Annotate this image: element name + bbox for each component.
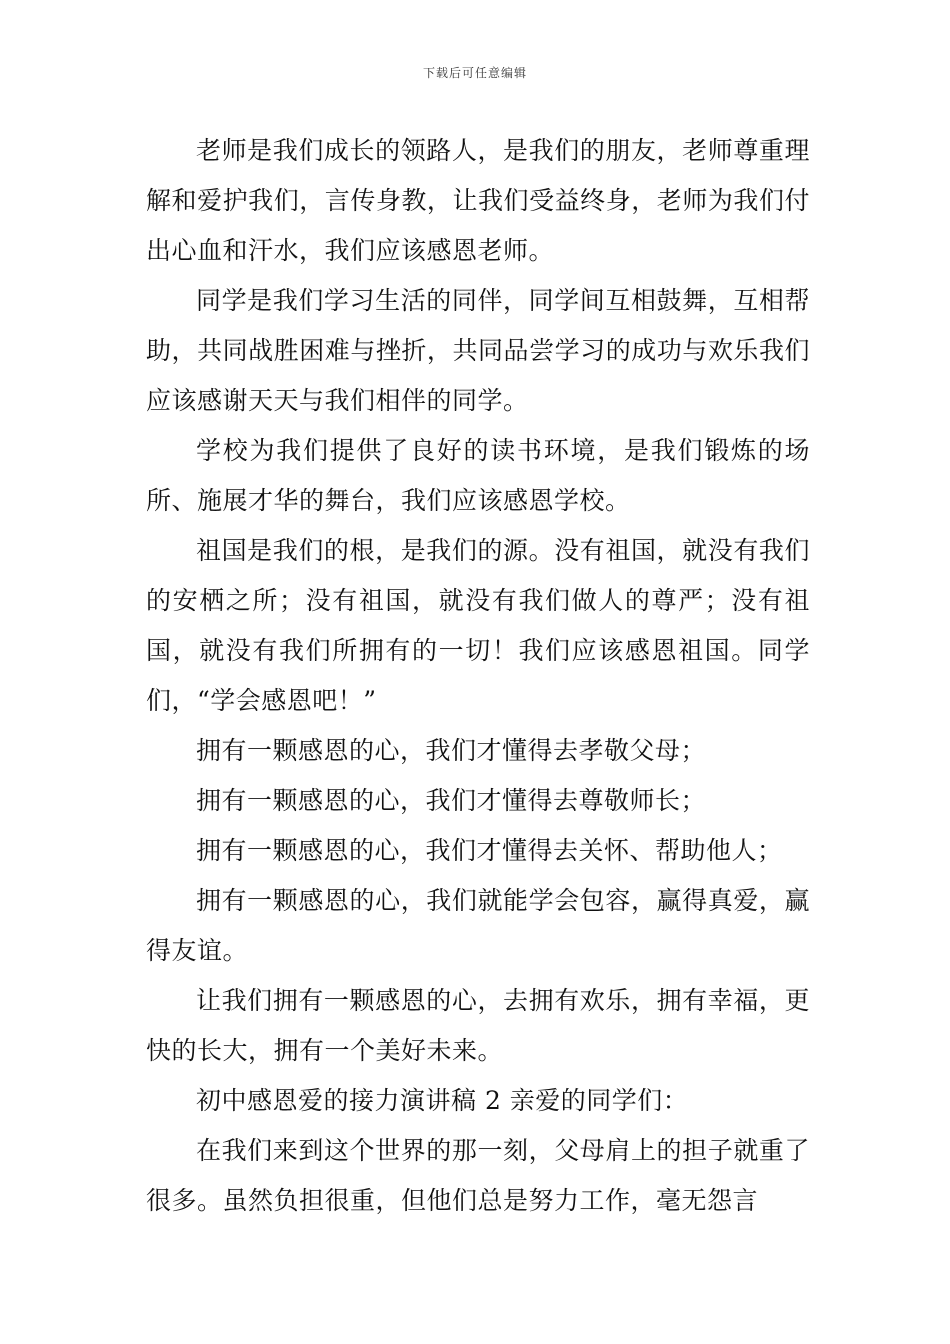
paragraph-grateful-heart-teachers: 拥有一颗感恩的心，我们才懂得去尊敬师长； [196, 786, 707, 815]
paragraph-thank-classmates: 同学是我们学习生活的同伴，同学间互相鼓舞，互相帮助，共同战胜困难与挫折，共同品尝学习的成功与欢乐我们应该感谢天天与我们相伴的同学。 [146, 286, 810, 415]
paragraph-closing-wish: 让我们拥有一颗感恩的心，去拥有欢乐，拥有幸福，更快的长大，拥有一个美好未来。 [146, 986, 810, 1065]
paragraph-thank-school: 学校为我们提供了良好的读书环境，是我们锻炼的场所、施展才华的舞台，我们应该感恩学校。 [146, 436, 810, 515]
document-body [146, 126, 810, 1226]
paragraph-grateful-heart-parents: 拥有一颗感恩的心，我们才懂得去孝敬父母； [196, 736, 707, 765]
paragraph-thank-motherland: 祖国是我们的根，是我们的源。没有祖国，就没有我们的安栖之所；没有祖国，就没有我们做人的尊严；没有祖国，就没有我们所拥有的一切！我们应该感恩祖国。同学们，“学会感恩吧！” [146, 536, 810, 715]
paragraph-thank-teachers: 老师是我们成长的领路人，是我们的朋友，老师尊重理解和爱护我们，言传身教，让我们受益终身，老师为我们付出心血和汗水，我们应该感恩老师。 [146, 136, 810, 265]
paragraph-speech-2-opening: 在我们来到这个世界的那一刻，父母肩上的担子就重了很多。虽然负担很重，但他们总是努力工作，毫无怨言 [146, 1136, 810, 1215]
page-header-note: 下载后可任意编辑 [422, 66, 527, 80]
paragraph-grateful-heart-others: 拥有一颗感恩的心，我们才懂得去关怀、帮助他人； [196, 836, 783, 865]
paragraph-grateful-heart-tolerance: 拥有一颗感恩的心，我们就能学会包容，赢得真爱，赢得友谊。 [146, 886, 810, 965]
paragraph-speech-2-title: 初中感恩爱的接力演讲稿 2 亲爱的同学们： [196, 1086, 689, 1115]
